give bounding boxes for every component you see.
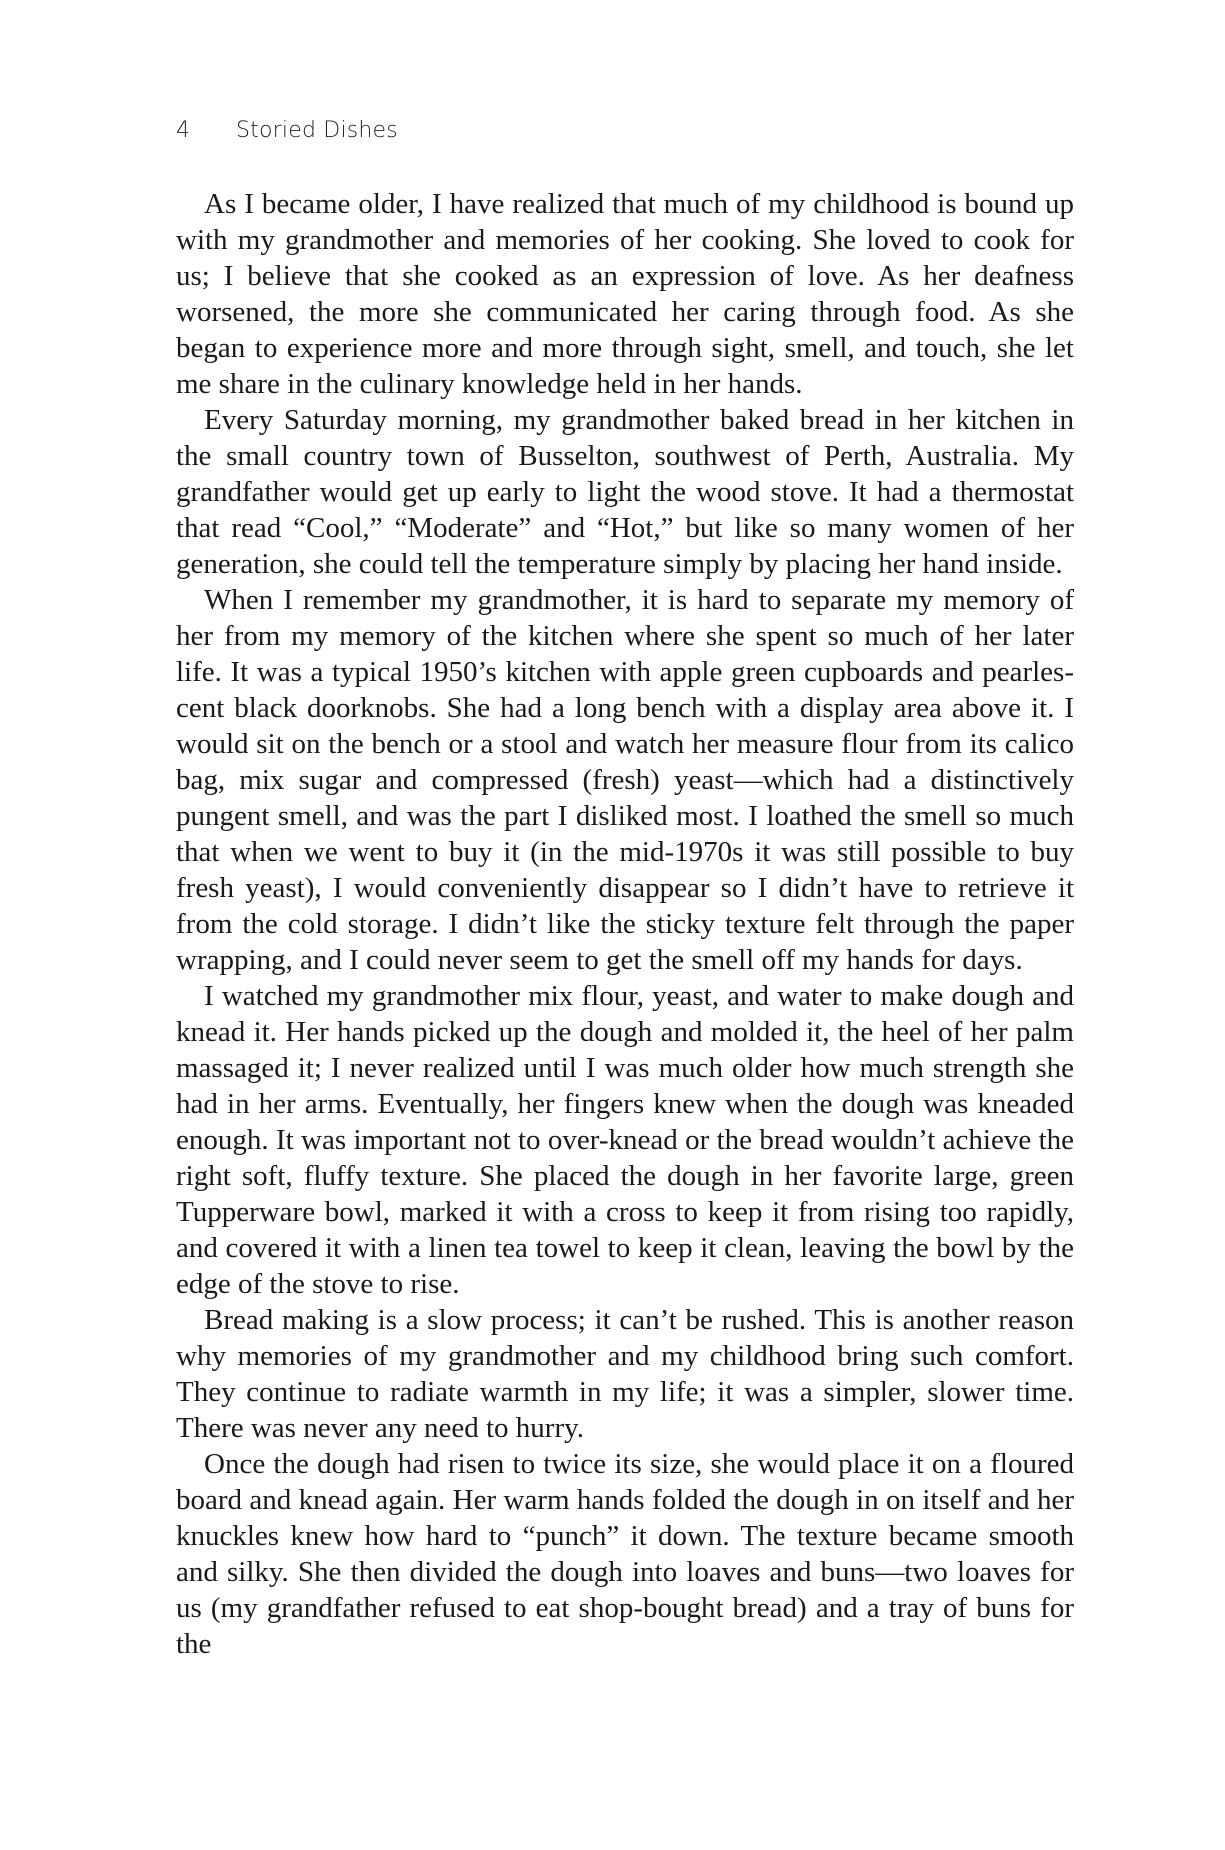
paragraph: I watched my grandmother mix flour, yeast, and water to make dough and knead it. Her hands picked up the dough and molded it, the heel of her palm massaged it; I never realized until I was much older how much strength she had in her arms. Eventually, her fingers knew when the dough was kneaded enough. It was important not to over-knead or the bread wouldn’t achieve the right soft, fluffy texture. She placed the dough in her favorite large, green Tupperware bowl, marked it with a cross to keep it from rising too rapidly, and covered it with a linen tea towel to keep it clean, leaving the bowl by the edge of the stove to rise.: [176, 980, 1074, 1300]
running-head: [176, 118, 398, 143]
paragraph: Bread making is a slow process; it can’t be rushed. This is another reason why memories of my grandmother and my childhood bring such comfort. They continue to radiate warmth in my life; it was a simpler, slower time. There was never any need to hurry.: [176, 1304, 1074, 1444]
paragraph: Once the dough had risen to twice its size, she would place it on a floured board and knead again. Her warm hands folded the dough in on itself and her knuckles knew how hard to “punch” it down. The texture became smooth and silky. She then divided the dough into loaves and buns—two loaves for us (my grandfather refused to eat shop-bought bread) and a tray of buns for the: [176, 1448, 1074, 1660]
body-text: [176, 186, 1074, 1662]
running-title: Storied Dishes: [236, 118, 398, 143]
paragraph: When I remember my grandmother, it is hard to separate my memory of her from my memory of the kitchen where she spent so much of her later life. It was a typical 1950’s kitchen with apple green cupboards and pearlescent black doorknobs. She had a long bench with a display area above it. I would sit on the bench or a stool and watch her measure flour from its calico bag, mix sugar and compressed (fresh) yeast—which had a distinctively pungent smell, and was the part I disliked most. I loathed the smell so much that when we went to buy it (in the mid-1970s it was still possible to buy fresh yeast), I would conveniently disappear so I didn’t have to retrieve it from the cold storage. I didn’t like the sticky texture felt through the paper wrapping, and I could never seem to get the smell off my hands for days.: [176, 584, 1074, 976]
page-number: 4: [176, 118, 191, 143]
paragraph: As I became older, I have realized that much of my childhood is bound up with my grandmother and memories of her cooking. She loved to cook for us; I believe that she cooked as an expression of love. As her deafness worsened, the more she communicated her caring through food. As she began to experience more and more through sight, smell, and touch, she let me share in the culinary knowledge held in her hands.: [176, 188, 1074, 400]
paragraph: Every Saturday morning, my grandmother baked bread in her kitchen in the small country town of Busselton, southwest of Perth, Australia. My grandfather would get up early to light the wood stove. It had a thermostat that read “Cool,” “Moderate” and “Hot,” but like so many women of her generation, she could tell the temperature simply by placing her hand inside.: [176, 404, 1074, 580]
